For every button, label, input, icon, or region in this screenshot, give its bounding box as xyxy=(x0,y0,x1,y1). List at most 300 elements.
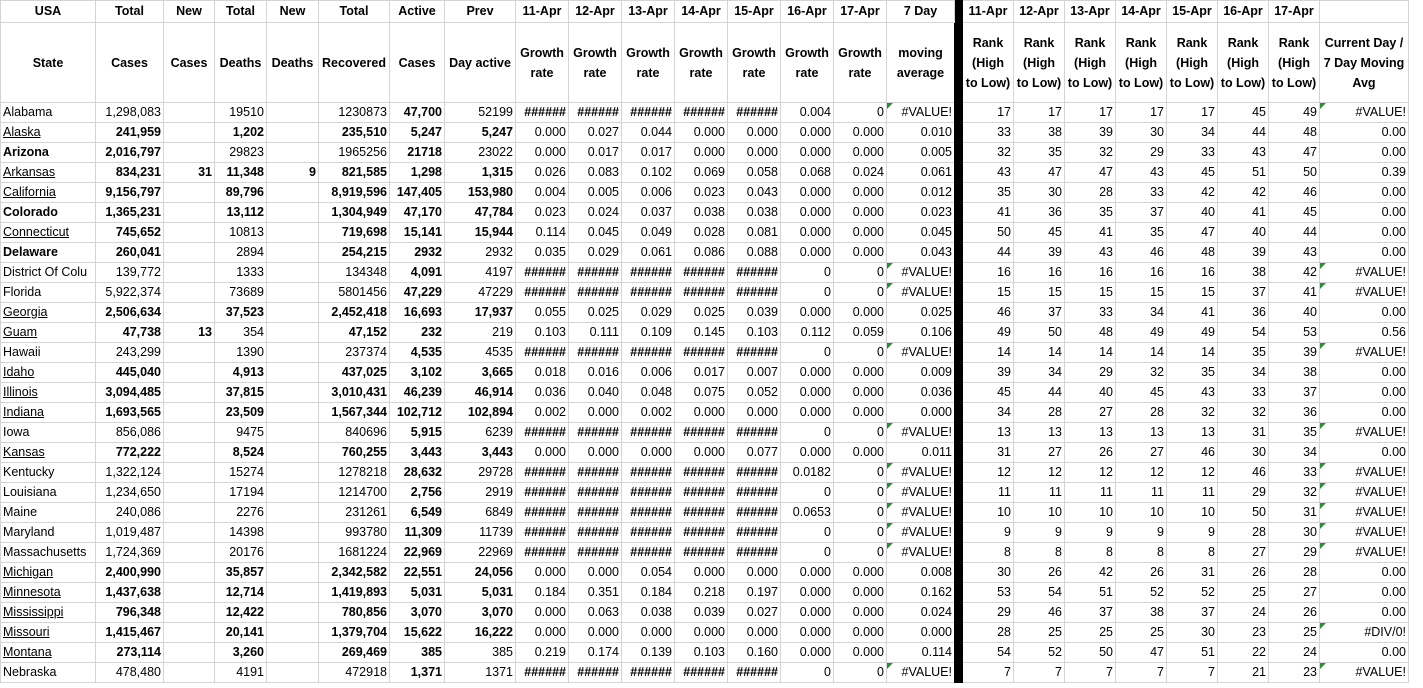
new-deaths-cell[interactable] xyxy=(267,143,319,163)
moving-average-cell[interactable]: 0.045 xyxy=(887,223,955,243)
rank-cell[interactable]: 30 xyxy=(1269,523,1320,543)
growth-rate-cell[interactable]: 0 xyxy=(834,483,887,503)
growth-rate-cell[interactable]: 0 xyxy=(781,663,834,683)
prev-day-active-cell[interactable]: 52199 xyxy=(445,103,516,123)
growth-rate-cell[interactable]: 0.103 xyxy=(728,323,781,343)
rank-cell[interactable]: 30 xyxy=(963,563,1014,583)
header-sub-cell[interactable]: Growth rate xyxy=(622,23,675,103)
growth-rate-cell[interactable]: 0.083 xyxy=(569,163,622,183)
growth-rate-cell[interactable]: 0.075 xyxy=(675,383,728,403)
growth-rate-cell[interactable]: 0.000 xyxy=(622,623,675,643)
growth-rate-cell[interactable]: 0.028 xyxy=(675,223,728,243)
rank-cell[interactable]: 49 xyxy=(1269,103,1320,123)
growth-rate-cell[interactable]: 0.026 xyxy=(516,163,569,183)
prev-day-active-cell[interactable]: 11739 xyxy=(445,523,516,543)
growth-rate-cell[interactable]: ###### xyxy=(675,503,728,523)
growth-rate-cell[interactable]: ###### xyxy=(675,663,728,683)
new-deaths-cell[interactable] xyxy=(267,563,319,583)
growth-rate-cell[interactable]: ###### xyxy=(569,523,622,543)
active-cases-cell[interactable]: 5,247 xyxy=(390,123,445,143)
new-cases-cell[interactable] xyxy=(164,203,215,223)
header-top-cell[interactable]: Active xyxy=(390,1,445,23)
rank-cell[interactable]: 15 xyxy=(1116,283,1167,303)
rank-cell[interactable]: 11 xyxy=(1014,483,1065,503)
growth-rate-cell[interactable]: 0 xyxy=(781,263,834,283)
growth-rate-cell[interactable]: 0.023 xyxy=(675,183,728,203)
growth-rate-cell[interactable]: 0.029 xyxy=(622,303,675,323)
recovered-cell[interactable]: 2,452,418 xyxy=(319,303,390,323)
growth-rate-cell[interactable]: 0.000 xyxy=(728,143,781,163)
prev-day-active-cell[interactable]: 29728 xyxy=(445,463,516,483)
growth-rate-cell[interactable]: 0.017 xyxy=(622,143,675,163)
rank-cell[interactable]: 48 xyxy=(1167,243,1218,263)
total-cases-cell[interactable]: 139,772 xyxy=(96,263,164,283)
recovered-cell[interactable]: 237374 xyxy=(319,343,390,363)
growth-rate-cell[interactable]: 0.007 xyxy=(728,363,781,383)
header-sub-cell[interactable]: Cases xyxy=(390,23,445,103)
recovered-cell[interactable]: 760,255 xyxy=(319,443,390,463)
rank-cell[interactable]: 25 xyxy=(1218,583,1269,603)
rank-cell[interactable]: 37 xyxy=(1065,603,1116,623)
total-deaths-cell[interactable]: 20176 xyxy=(215,543,267,563)
growth-rate-cell[interactable]: 0.000 xyxy=(516,443,569,463)
recovered-cell[interactable]: 1,567,344 xyxy=(319,403,390,423)
current-day-ratio-cell[interactable]: 0.00 xyxy=(1320,243,1409,263)
header-sub-cell[interactable]: Recovered xyxy=(319,23,390,103)
rank-cell[interactable]: 28 xyxy=(1116,403,1167,423)
growth-rate-cell[interactable]: ###### xyxy=(569,343,622,363)
growth-rate-cell[interactable]: 0.068 xyxy=(781,163,834,183)
prev-day-active-cell[interactable]: 23022 xyxy=(445,143,516,163)
state-name-cell[interactable]: Massachusetts xyxy=(1,543,96,563)
rank-cell[interactable]: 45 xyxy=(1269,203,1320,223)
total-deaths-cell[interactable]: 17194 xyxy=(215,483,267,503)
rank-cell[interactable]: 32 xyxy=(1167,403,1218,423)
growth-rate-cell[interactable]: 0.025 xyxy=(569,303,622,323)
active-cases-cell[interactable]: 28,632 xyxy=(390,463,445,483)
recovered-cell[interactable]: 1965256 xyxy=(319,143,390,163)
rank-cell[interactable]: 38 xyxy=(1116,603,1167,623)
total-deaths-cell[interactable]: 2276 xyxy=(215,503,267,523)
new-cases-cell[interactable] xyxy=(164,223,215,243)
rank-cell[interactable]: 36 xyxy=(1014,203,1065,223)
growth-rate-cell[interactable]: 0.002 xyxy=(516,403,569,423)
growth-rate-cell[interactable]: 0.027 xyxy=(728,603,781,623)
recovered-cell[interactable]: 780,856 xyxy=(319,603,390,623)
current-day-ratio-cell[interactable]: #VALUE! xyxy=(1320,343,1409,363)
rank-cell[interactable]: 24 xyxy=(1218,603,1269,623)
new-cases-cell[interactable] xyxy=(164,563,215,583)
header-top-cell[interactable]: 12-Apr xyxy=(1014,1,1065,23)
prev-day-active-cell[interactable]: 22969 xyxy=(445,543,516,563)
growth-rate-cell[interactable]: 0.086 xyxy=(675,243,728,263)
growth-rate-cell[interactable]: 0.039 xyxy=(675,603,728,623)
total-cases-cell[interactable]: 1,437,638 xyxy=(96,583,164,603)
rank-cell[interactable]: 7 xyxy=(1014,663,1065,683)
rank-cell[interactable]: 13 xyxy=(1116,423,1167,443)
growth-rate-cell[interactable]: ###### xyxy=(622,523,675,543)
rank-cell[interactable]: 36 xyxy=(1218,303,1269,323)
rank-cell[interactable]: 32 xyxy=(1116,363,1167,383)
growth-rate-cell[interactable]: ###### xyxy=(569,503,622,523)
growth-rate-cell[interactable]: 0.000 xyxy=(675,443,728,463)
growth-rate-cell[interactable]: 0.000 xyxy=(781,183,834,203)
header-top-cell[interactable] xyxy=(1320,1,1409,23)
growth-rate-cell[interactable]: 0.145 xyxy=(675,323,728,343)
growth-rate-cell[interactable]: 0.043 xyxy=(728,183,781,203)
growth-rate-cell[interactable]: 0 xyxy=(781,523,834,543)
moving-average-cell[interactable]: 0.114 xyxy=(887,643,955,663)
growth-rate-cell[interactable]: 0 xyxy=(781,423,834,443)
growth-rate-cell[interactable]: 0.000 xyxy=(781,243,834,263)
moving-average-cell[interactable]: 0.009 xyxy=(887,363,955,383)
active-cases-cell[interactable]: 21718 xyxy=(390,143,445,163)
growth-rate-cell[interactable]: ###### xyxy=(728,463,781,483)
growth-rate-cell[interactable]: ###### xyxy=(675,483,728,503)
total-cases-cell[interactable]: 241,959 xyxy=(96,123,164,143)
rank-cell[interactable]: 26 xyxy=(1269,603,1320,623)
new-deaths-cell[interactable] xyxy=(267,663,319,683)
moving-average-cell[interactable]: #VALUE! xyxy=(887,103,955,123)
new-cases-cell[interactable] xyxy=(164,643,215,663)
moving-average-cell[interactable]: 0.005 xyxy=(887,143,955,163)
total-cases-cell[interactable]: 47,738 xyxy=(96,323,164,343)
total-deaths-cell[interactable]: 15274 xyxy=(215,463,267,483)
growth-rate-cell[interactable]: 0 xyxy=(834,263,887,283)
rank-cell[interactable]: 7 xyxy=(1116,663,1167,683)
state-name-cell[interactable]: Connecticut xyxy=(1,223,96,243)
total-cases-cell[interactable]: 1,724,369 xyxy=(96,543,164,563)
growth-rate-cell[interactable]: 0.000 xyxy=(781,443,834,463)
state-name-cell[interactable]: Delaware xyxy=(1,243,96,263)
recovered-cell[interactable]: 269,469 xyxy=(319,643,390,663)
total-deaths-cell[interactable]: 13,112 xyxy=(215,203,267,223)
growth-rate-cell[interactable]: 0.025 xyxy=(675,303,728,323)
header-top-cell[interactable]: New xyxy=(164,1,215,23)
growth-rate-cell[interactable]: 0.000 xyxy=(569,403,622,423)
header-top-cell[interactable]: 11-Apr xyxy=(516,1,569,23)
new-cases-cell[interactable] xyxy=(164,663,215,683)
total-cases-cell[interactable]: 240,086 xyxy=(96,503,164,523)
moving-average-cell[interactable]: #VALUE! xyxy=(887,503,955,523)
total-cases-cell[interactable]: 2,400,990 xyxy=(96,563,164,583)
state-name-cell[interactable]: Louisiana xyxy=(1,483,96,503)
current-day-ratio-cell[interactable]: #VALUE! xyxy=(1320,543,1409,563)
rank-cell[interactable]: 17 xyxy=(1065,103,1116,123)
rank-cell[interactable]: 35 xyxy=(1167,363,1218,383)
total-deaths-cell[interactable]: 12,422 xyxy=(215,603,267,623)
rank-cell[interactable]: 11 xyxy=(1116,483,1167,503)
growth-rate-cell[interactable]: ###### xyxy=(516,543,569,563)
header-top-cell[interactable]: Total xyxy=(215,1,267,23)
new-deaths-cell[interactable] xyxy=(267,283,319,303)
new-deaths-cell[interactable] xyxy=(267,403,319,423)
rank-cell[interactable]: 51 xyxy=(1218,163,1269,183)
recovered-cell[interactable]: 1278218 xyxy=(319,463,390,483)
rank-cell[interactable]: 54 xyxy=(1218,323,1269,343)
recovered-cell[interactable]: 231261 xyxy=(319,503,390,523)
growth-rate-cell[interactable]: 0.0653 xyxy=(781,503,834,523)
growth-rate-cell[interactable]: 0.052 xyxy=(728,383,781,403)
rank-cell[interactable]: 10 xyxy=(1167,503,1218,523)
growth-rate-cell[interactable]: ###### xyxy=(622,263,675,283)
state-name-cell[interactable]: Idaho xyxy=(1,363,96,383)
growth-rate-cell[interactable]: 0.000 xyxy=(516,143,569,163)
new-deaths-cell[interactable] xyxy=(267,323,319,343)
rank-cell[interactable]: 46 xyxy=(1269,183,1320,203)
growth-rate-cell[interactable]: 0.000 xyxy=(781,603,834,623)
total-deaths-cell[interactable]: 2894 xyxy=(215,243,267,263)
total-cases-cell[interactable]: 745,652 xyxy=(96,223,164,243)
current-day-ratio-cell[interactable]: #VALUE! xyxy=(1320,263,1409,283)
rank-cell[interactable]: 50 xyxy=(1269,163,1320,183)
moving-average-cell[interactable]: 0.010 xyxy=(887,123,955,143)
state-name-cell[interactable]: Arizona xyxy=(1,143,96,163)
recovered-cell[interactable]: 472918 xyxy=(319,663,390,683)
prev-day-active-cell[interactable]: 1,315 xyxy=(445,163,516,183)
rank-cell[interactable]: 28 xyxy=(1014,403,1065,423)
rank-cell[interactable]: 43 xyxy=(1116,163,1167,183)
rank-cell[interactable]: 32 xyxy=(1065,143,1116,163)
growth-rate-cell[interactable]: 0 xyxy=(781,483,834,503)
total-deaths-cell[interactable]: 4191 xyxy=(215,663,267,683)
growth-rate-cell[interactable]: 0 xyxy=(834,283,887,303)
growth-rate-cell[interactable]: 0.000 xyxy=(834,363,887,383)
total-deaths-cell[interactable]: 73689 xyxy=(215,283,267,303)
rank-cell[interactable]: 16 xyxy=(1167,263,1218,283)
rank-cell[interactable]: 48 xyxy=(1269,123,1320,143)
current-day-ratio-cell[interactable]: #VALUE! xyxy=(1320,523,1409,543)
growth-rate-cell[interactable]: 0.000 xyxy=(516,623,569,643)
current-day-ratio-cell[interactable]: 0.00 xyxy=(1320,563,1409,583)
new-deaths-cell[interactable] xyxy=(267,103,319,123)
growth-rate-cell[interactable]: 0 xyxy=(834,423,887,443)
rank-cell[interactable]: 30 xyxy=(1218,443,1269,463)
growth-rate-cell[interactable]: 0.000 xyxy=(834,223,887,243)
recovered-cell[interactable]: 1681224 xyxy=(319,543,390,563)
growth-rate-cell[interactable]: 0.004 xyxy=(781,103,834,123)
growth-rate-cell[interactable]: 0.139 xyxy=(622,643,675,663)
growth-rate-cell[interactable]: 0.000 xyxy=(781,383,834,403)
total-cases-cell[interactable]: 1,322,124 xyxy=(96,463,164,483)
growth-rate-cell[interactable]: ###### xyxy=(728,503,781,523)
total-cases-cell[interactable]: 273,114 xyxy=(96,643,164,663)
header-sub-cell[interactable]: Rank (High to Low) xyxy=(1014,23,1065,103)
current-day-ratio-cell[interactable]: #VALUE! xyxy=(1320,103,1409,123)
rank-cell[interactable]: 46 xyxy=(1167,443,1218,463)
rank-cell[interactable]: 42 xyxy=(1167,183,1218,203)
moving-average-cell[interactable]: #VALUE! xyxy=(887,483,955,503)
header-sub-cell[interactable]: Rank (High to Low) xyxy=(1269,23,1320,103)
growth-rate-cell[interactable]: 0.069 xyxy=(675,163,728,183)
rank-cell[interactable]: 35 xyxy=(1065,203,1116,223)
recovered-cell[interactable]: 235,510 xyxy=(319,123,390,143)
growth-rate-cell[interactable]: 0.000 xyxy=(834,643,887,663)
rank-cell[interactable]: 38 xyxy=(1269,363,1320,383)
rank-cell[interactable]: 28 xyxy=(963,623,1014,643)
growth-rate-cell[interactable]: 0.000 xyxy=(516,563,569,583)
state-name-cell[interactable]: Michigan xyxy=(1,563,96,583)
growth-rate-cell[interactable]: 0.000 xyxy=(569,623,622,643)
rank-cell[interactable]: 53 xyxy=(1269,323,1320,343)
rank-cell[interactable]: 52 xyxy=(1116,583,1167,603)
growth-rate-cell[interactable]: ###### xyxy=(728,483,781,503)
active-cases-cell[interactable]: 22,551 xyxy=(390,563,445,583)
growth-rate-cell[interactable]: ###### xyxy=(569,423,622,443)
header-top-cell[interactable]: 17-Apr xyxy=(834,1,887,23)
rank-cell[interactable]: 31 xyxy=(1269,503,1320,523)
moving-average-cell[interactable]: #VALUE! xyxy=(887,523,955,543)
growth-rate-cell[interactable]: 0.024 xyxy=(834,163,887,183)
total-deaths-cell[interactable]: 12,714 xyxy=(215,583,267,603)
recovered-cell[interactable]: 2,342,582 xyxy=(319,563,390,583)
rank-cell[interactable]: 47 xyxy=(1167,223,1218,243)
growth-rate-cell[interactable]: ###### xyxy=(516,343,569,363)
rank-cell[interactable]: 42 xyxy=(1065,563,1116,583)
state-name-cell[interactable]: District Of Colu xyxy=(1,263,96,283)
growth-rate-cell[interactable]: ###### xyxy=(516,463,569,483)
total-cases-cell[interactable]: 834,231 xyxy=(96,163,164,183)
rank-cell[interactable]: 24 xyxy=(1269,643,1320,663)
current-day-ratio-cell[interactable]: #VALUE! xyxy=(1320,503,1409,523)
header-sub-cell[interactable]: Rank (High to Low) xyxy=(1065,23,1116,103)
total-deaths-cell[interactable]: 37,815 xyxy=(215,383,267,403)
growth-rate-cell[interactable]: ###### xyxy=(516,103,569,123)
rank-cell[interactable]: 50 xyxy=(963,223,1014,243)
rank-cell[interactable]: 50 xyxy=(1014,323,1065,343)
growth-rate-cell[interactable]: 0.000 xyxy=(516,603,569,623)
growth-rate-cell[interactable]: 0.000 xyxy=(516,123,569,143)
rank-cell[interactable]: 27 xyxy=(1116,443,1167,463)
growth-rate-cell[interactable]: 0.006 xyxy=(622,363,675,383)
growth-rate-cell[interactable]: 0.006 xyxy=(622,183,675,203)
rank-cell[interactable]: 53 xyxy=(963,583,1014,603)
rank-cell[interactable]: 28 xyxy=(1218,523,1269,543)
growth-rate-cell[interactable]: 0.000 xyxy=(675,403,728,423)
rank-cell[interactable]: 7 xyxy=(963,663,1014,683)
rank-cell[interactable]: 41 xyxy=(1218,203,1269,223)
recovered-cell[interactable]: 3,010,431 xyxy=(319,383,390,403)
rank-cell[interactable]: 11 xyxy=(1167,483,1218,503)
rank-cell[interactable]: 22 xyxy=(1218,643,1269,663)
growth-rate-cell[interactable]: 0.000 xyxy=(834,603,887,623)
growth-rate-cell[interactable]: ###### xyxy=(622,503,675,523)
growth-rate-cell[interactable]: ###### xyxy=(569,483,622,503)
growth-rate-cell[interactable]: 0.000 xyxy=(728,563,781,583)
growth-rate-cell[interactable]: 0.044 xyxy=(622,123,675,143)
state-name-cell[interactable]: Guam xyxy=(1,323,96,343)
rank-cell[interactable]: 17 xyxy=(1167,103,1218,123)
growth-rate-cell[interactable]: ###### xyxy=(569,663,622,683)
rank-cell[interactable]: 12 xyxy=(1167,463,1218,483)
growth-rate-cell[interactable]: 0 xyxy=(781,343,834,363)
rank-cell[interactable]: 30 xyxy=(1014,183,1065,203)
growth-rate-cell[interactable]: 0.037 xyxy=(622,203,675,223)
total-deaths-cell[interactable]: 8,524 xyxy=(215,443,267,463)
rank-cell[interactable]: 16 xyxy=(963,263,1014,283)
active-cases-cell[interactable]: 1,371 xyxy=(390,663,445,683)
current-day-ratio-cell[interactable]: #VALUE! xyxy=(1320,663,1409,683)
growth-rate-cell[interactable]: 0.114 xyxy=(516,223,569,243)
header-top-cell[interactable]: 16-Apr xyxy=(1218,1,1269,23)
current-day-ratio-cell[interactable]: #DIV/0! xyxy=(1320,623,1409,643)
state-name-cell[interactable]: Arkansas xyxy=(1,163,96,183)
rank-cell[interactable]: 34 xyxy=(1116,303,1167,323)
header-sub-cell[interactable]: Day active xyxy=(445,23,516,103)
current-day-ratio-cell[interactable]: 0.00 xyxy=(1320,383,1409,403)
rank-cell[interactable]: 9 xyxy=(1167,523,1218,543)
rank-cell[interactable]: 40 xyxy=(1065,383,1116,403)
new-cases-cell[interactable]: 13 xyxy=(164,323,215,343)
growth-rate-cell[interactable]: 0.000 xyxy=(834,123,887,143)
growth-rate-cell[interactable]: 0.184 xyxy=(622,583,675,603)
active-cases-cell[interactable]: 3,102 xyxy=(390,363,445,383)
new-cases-cell[interactable] xyxy=(164,523,215,543)
new-deaths-cell[interactable] xyxy=(267,383,319,403)
rank-cell[interactable]: 34 xyxy=(1167,123,1218,143)
new-deaths-cell[interactable] xyxy=(267,463,319,483)
rank-cell[interactable]: 8 xyxy=(1014,543,1065,563)
growth-rate-cell[interactable]: ###### xyxy=(675,543,728,563)
growth-rate-cell[interactable]: 0.000 xyxy=(781,143,834,163)
header-top-cell[interactable]: 17-Apr xyxy=(1269,1,1320,23)
new-deaths-cell[interactable] xyxy=(267,263,319,283)
growth-rate-cell[interactable]: 0.036 xyxy=(516,383,569,403)
growth-rate-cell[interactable]: ###### xyxy=(675,343,728,363)
rank-cell[interactable]: 45 xyxy=(1218,103,1269,123)
rank-cell[interactable]: 35 xyxy=(1269,423,1320,443)
active-cases-cell[interactable]: 22,969 xyxy=(390,543,445,563)
rank-cell[interactable]: 15 xyxy=(1014,283,1065,303)
growth-rate-cell[interactable]: 0 xyxy=(781,283,834,303)
new-deaths-cell[interactable] xyxy=(267,243,319,263)
new-cases-cell[interactable]: 31 xyxy=(164,163,215,183)
header-top-cell[interactable]: 14-Apr xyxy=(1116,1,1167,23)
total-deaths-cell[interactable]: 354 xyxy=(215,323,267,343)
header-sub-cell[interactable]: Growth rate xyxy=(781,23,834,103)
current-day-ratio-cell[interactable]: 0.56 xyxy=(1320,323,1409,343)
rank-cell[interactable]: 17 xyxy=(963,103,1014,123)
prev-day-active-cell[interactable]: 5,031 xyxy=(445,583,516,603)
rank-cell[interactable]: 17 xyxy=(1116,103,1167,123)
rank-cell[interactable]: 35 xyxy=(963,183,1014,203)
current-day-ratio-cell[interactable]: 0.00 xyxy=(1320,143,1409,163)
rank-cell[interactable]: 17 xyxy=(1014,103,1065,123)
prev-day-active-cell[interactable]: 153,980 xyxy=(445,183,516,203)
header-sub-cell[interactable]: Rank (High to Low) xyxy=(1116,23,1167,103)
current-day-ratio-cell[interactable]: 0.00 xyxy=(1320,203,1409,223)
total-cases-cell[interactable]: 1,234,650 xyxy=(96,483,164,503)
growth-rate-cell[interactable]: 0 xyxy=(834,523,887,543)
growth-rate-cell[interactable]: 0.000 xyxy=(728,623,781,643)
growth-rate-cell[interactable]: 0.112 xyxy=(781,323,834,343)
state-name-cell[interactable]: Kansas xyxy=(1,443,96,463)
rank-cell[interactable]: 37 xyxy=(1167,603,1218,623)
growth-rate-cell[interactable]: 0.081 xyxy=(728,223,781,243)
rank-cell[interactable]: 29 xyxy=(963,603,1014,623)
active-cases-cell[interactable]: 16,693 xyxy=(390,303,445,323)
current-day-ratio-cell[interactable]: 0.00 xyxy=(1320,403,1409,423)
growth-rate-cell[interactable]: 0.197 xyxy=(728,583,781,603)
rank-cell[interactable]: 47 xyxy=(1116,643,1167,663)
rank-cell[interactable]: 45 xyxy=(1116,383,1167,403)
growth-rate-cell[interactable]: 0.038 xyxy=(675,203,728,223)
state-name-cell[interactable]: Nebraska xyxy=(1,663,96,683)
growth-rate-cell[interactable]: 0.023 xyxy=(516,203,569,223)
growth-rate-cell[interactable]: 0.000 xyxy=(834,583,887,603)
growth-rate-cell[interactable]: 0.061 xyxy=(622,243,675,263)
rank-cell[interactable]: 13 xyxy=(1014,423,1065,443)
